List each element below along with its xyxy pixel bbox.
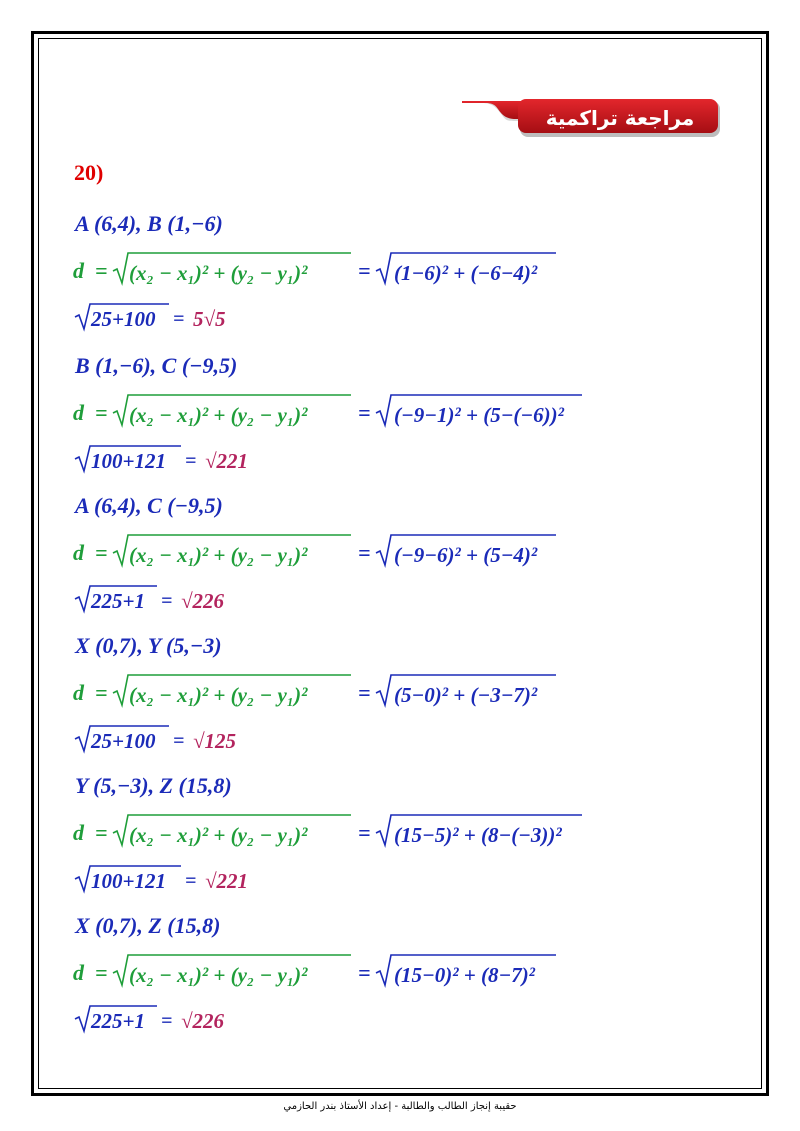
equals-sign: = xyxy=(95,680,108,705)
distance-formula-line xyxy=(0,806,800,858)
result-line xyxy=(0,298,800,350)
distance-formula: (x₂ − x₁)² + (y₂ − y₁)² xyxy=(129,823,308,847)
banner-title: مراجعة تراكمية xyxy=(545,106,695,130)
substitution-expression: (15−0)² + (8−7)² xyxy=(394,963,535,987)
equals-sign: = xyxy=(358,400,371,425)
result-value: √125 xyxy=(193,729,237,753)
distance-formula: (x₂ − x₁)² + (y₂ − y₁)² xyxy=(129,543,308,567)
result-line xyxy=(0,860,800,912)
result-expression: 100+121 xyxy=(91,869,166,893)
problem-number: 20) xyxy=(74,160,104,185)
distance-formula: (x₂ − x₁)² + (y₂ − y₁)² xyxy=(129,683,308,707)
result-line xyxy=(0,580,800,632)
result-value: 5√5 xyxy=(193,307,226,331)
equals-sign: = xyxy=(95,400,108,425)
distance-formula-line xyxy=(0,666,800,718)
distance-formula: (x₂ − x₁)² + (y₂ − y₁)² xyxy=(129,963,308,987)
equals-sign: = xyxy=(161,590,173,612)
distance-formula-line xyxy=(0,386,800,438)
point-pair: Y (5,−3), Z (15,8) xyxy=(75,773,232,798)
point-pair: X (0,7), Z (15,8) xyxy=(75,913,221,938)
equals-sign: = xyxy=(185,450,197,472)
equals-sign: = xyxy=(358,540,371,565)
distance-formula-line xyxy=(0,946,800,998)
substitution-expression: (15−5)² + (8−(−3))² xyxy=(394,823,562,847)
result-value: √226 xyxy=(181,589,225,613)
equals-sign: = xyxy=(95,540,108,565)
point-pair: X (0,7), Y (5,−3) xyxy=(75,633,222,658)
distance-formula: (x₂ − x₁)² + (y₂ − y₁)² xyxy=(129,403,308,427)
distance-variable: d xyxy=(73,540,84,565)
point-pair: B (1,−6), C (−9,5) xyxy=(75,353,238,378)
substitution-expression: (−9−6)² + (5−4)² xyxy=(394,543,538,567)
point-pair: A (6,4), B (1,−6) xyxy=(75,211,223,236)
distance-formula-line xyxy=(0,526,800,578)
distance-formula-line xyxy=(0,244,800,296)
substitution-expression: (−9−1)² + (5−(−6))² xyxy=(394,403,564,427)
result-expression: 225+1 xyxy=(91,1009,145,1033)
result-value: √226 xyxy=(181,1009,225,1033)
result-expression: 225+1 xyxy=(91,589,145,613)
footer-credit: حقيبة إنجاز الطالب والطالبة - إعداد الأستاذ بندر الحازمي xyxy=(283,1101,517,1112)
result-value: √221 xyxy=(205,869,249,893)
result-expression: 25+100 xyxy=(91,729,156,753)
equals-sign: = xyxy=(161,1010,173,1032)
distance-variable: d xyxy=(73,960,84,985)
result-expression: 100+121 xyxy=(91,449,166,473)
equals-sign: = xyxy=(358,820,371,845)
distance-variable: d xyxy=(73,258,84,283)
result-value: √221 xyxy=(205,449,249,473)
distance-variable: d xyxy=(73,400,84,425)
distance-formula: (x₂ − x₁)² + (y₂ − y₁)² xyxy=(129,261,308,285)
point-pair: A (6,4), C (−9,5) xyxy=(75,493,223,518)
equals-sign: = xyxy=(358,680,371,705)
distance-variable: d xyxy=(73,680,84,705)
substitution-expression: (1−6)² + (−6−4)² xyxy=(394,261,538,285)
equals-sign: = xyxy=(358,258,371,283)
distance-variable: d xyxy=(73,820,84,845)
substitution-expression: (5−0)² + (−3−7)² xyxy=(394,683,538,707)
result-expression: 25+100 xyxy=(91,307,156,331)
equals-sign: = xyxy=(95,960,108,985)
result-line xyxy=(0,720,800,772)
equals-sign: = xyxy=(95,820,108,845)
equals-sign: = xyxy=(185,870,197,892)
result-line xyxy=(0,440,800,492)
equals-sign: = xyxy=(173,308,185,330)
equals-sign: = xyxy=(358,960,371,985)
result-line xyxy=(0,1000,800,1052)
equals-sign: = xyxy=(95,258,108,283)
equals-sign: = xyxy=(173,730,185,752)
